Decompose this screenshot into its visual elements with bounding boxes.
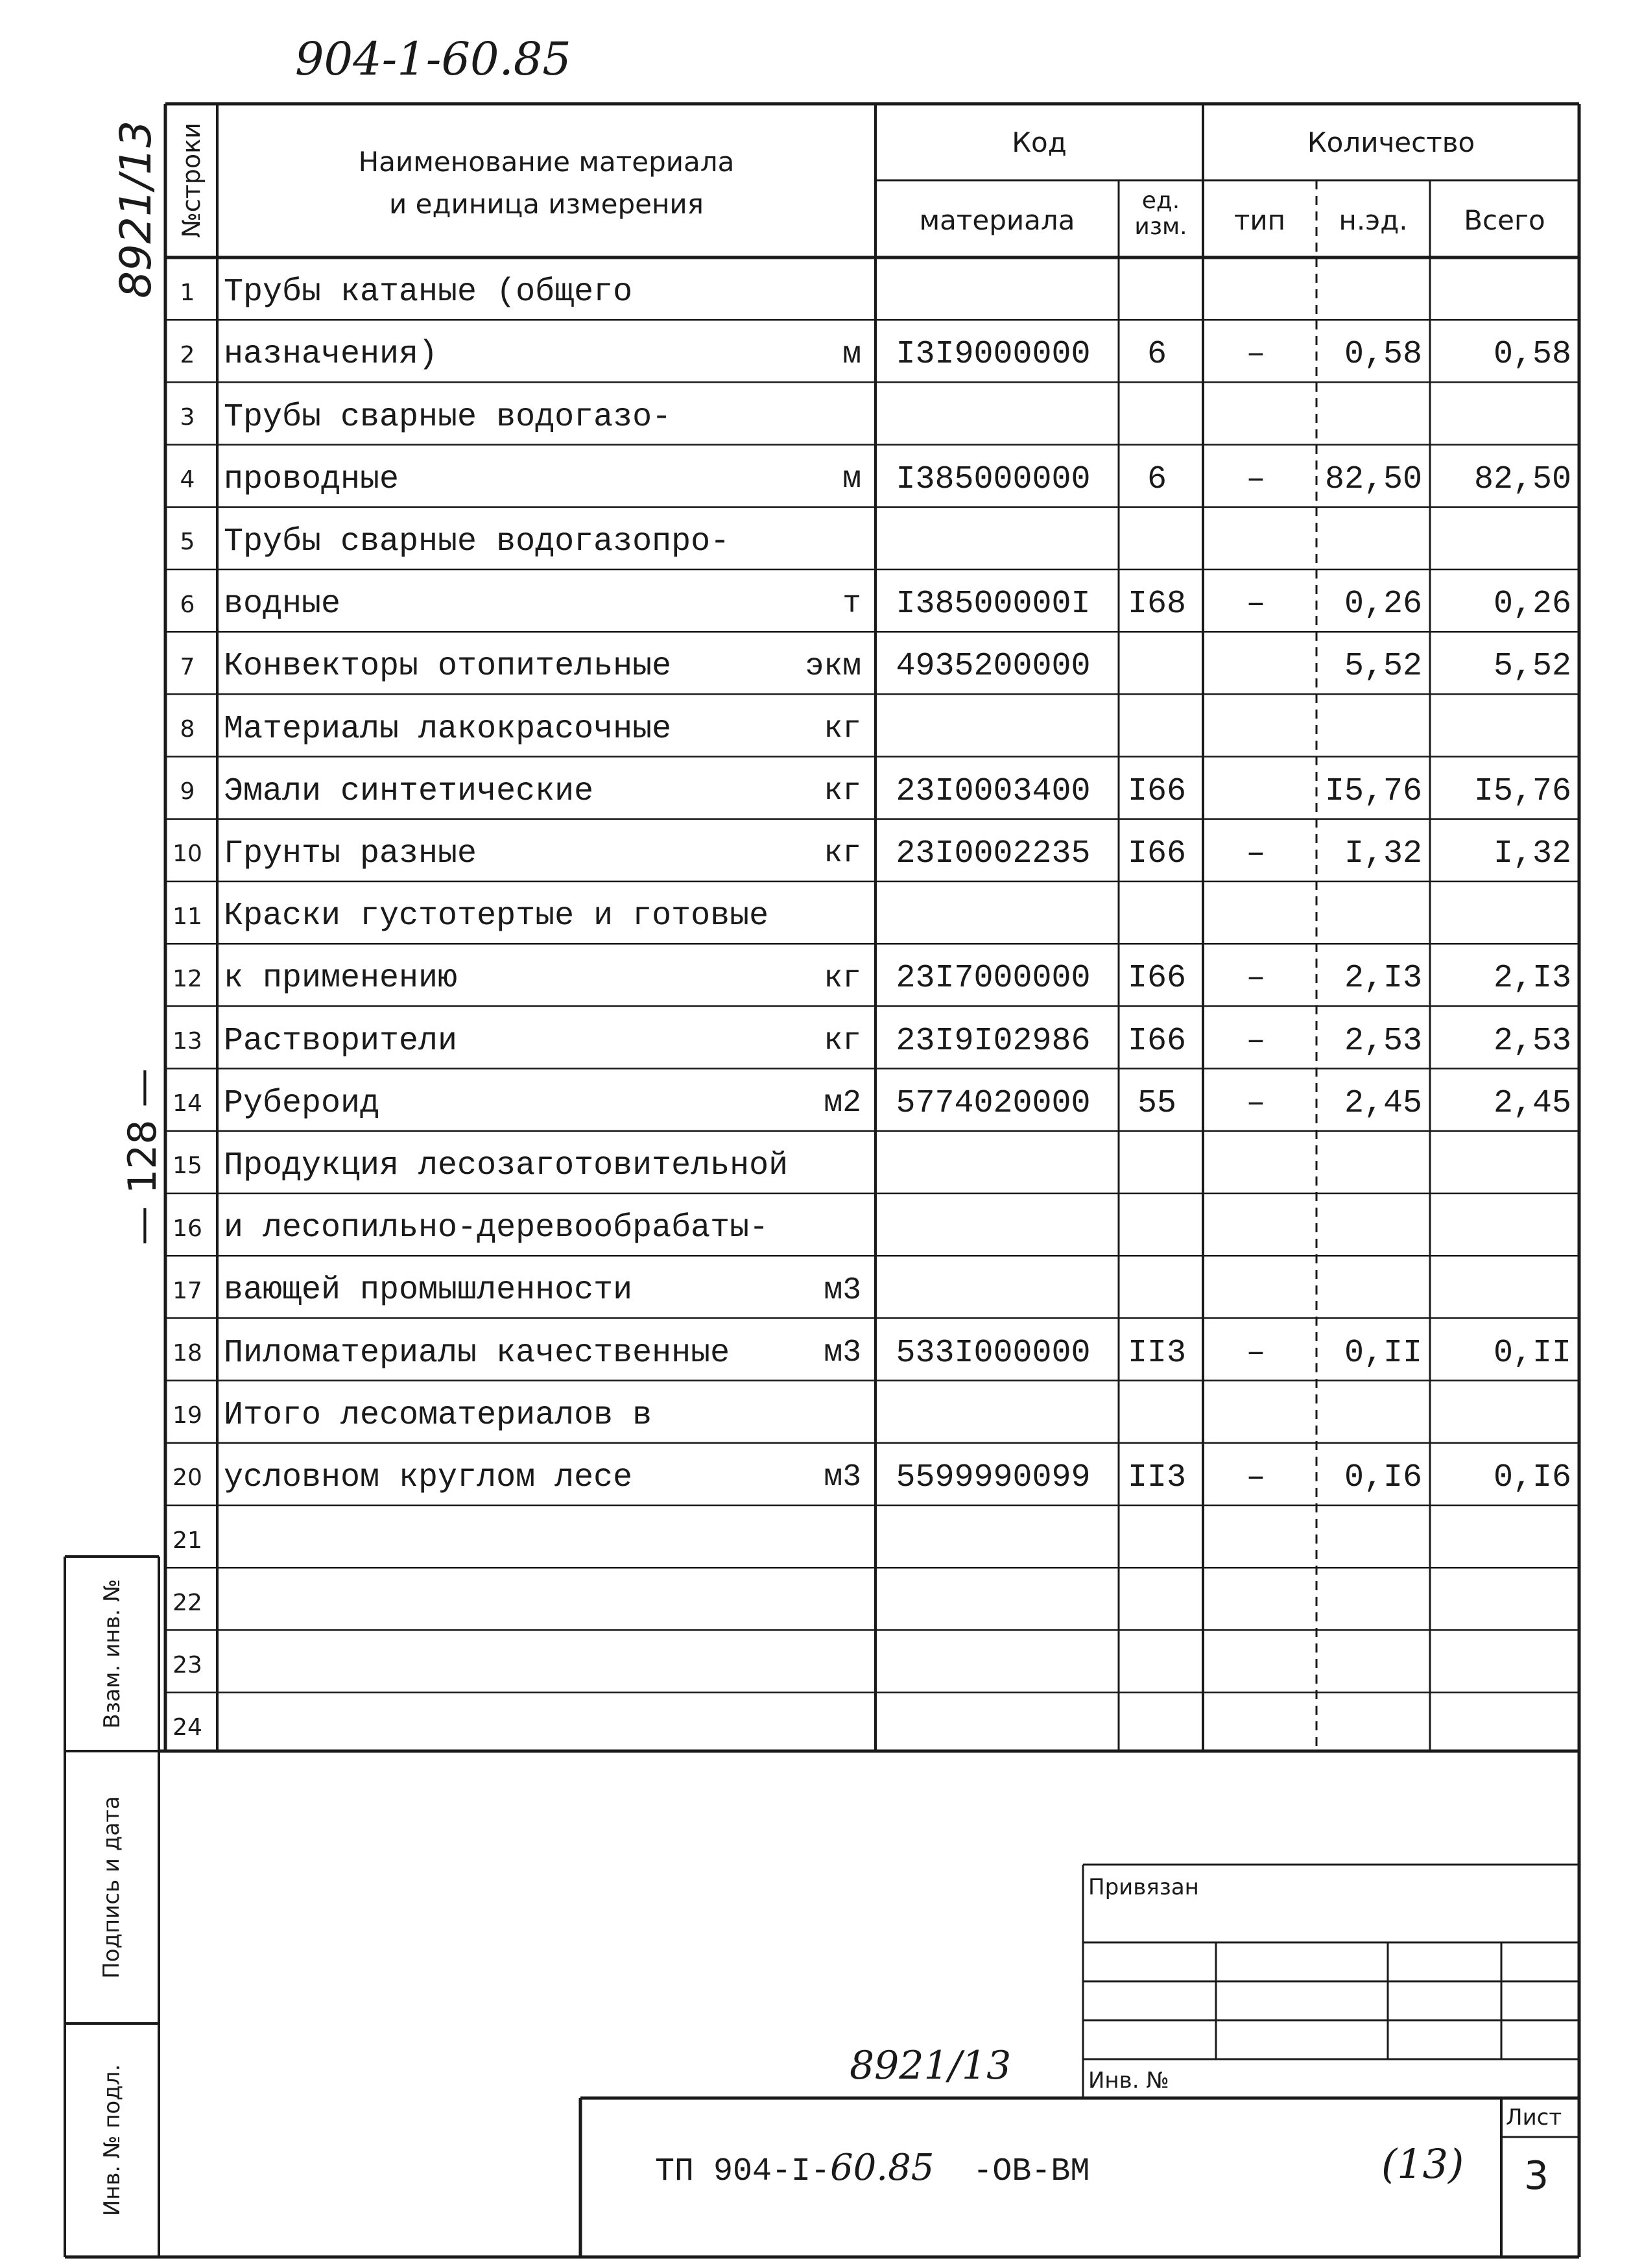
header-name-line1: Наименование материала	[358, 146, 735, 178]
cell-n: 24	[173, 1714, 202, 1741]
cell-total: I,32	[1493, 835, 1571, 872]
cell-total: 82,50	[1473, 460, 1571, 498]
cell-n: 15	[173, 1152, 202, 1180]
cell-ed: 6	[1147, 336, 1167, 374]
cell-ed: II3	[1127, 1459, 1186, 1496]
page-paren-number: (13)	[1381, 2140, 1464, 2188]
cell-n: 16	[173, 1215, 202, 1242]
cell-total: 0,58	[1493, 336, 1571, 374]
cell-n: 13	[173, 1027, 202, 1055]
cell-name: назначения)	[224, 336, 438, 374]
page-mark: — 128 —	[120, 1068, 165, 1245]
header-code: Код	[1012, 126, 1067, 158]
cell-typ: –	[1246, 336, 1266, 374]
cell-ed: I66	[1127, 1022, 1186, 1060]
cell-code: 4935200000	[896, 648, 1091, 686]
cell-total: 0,I6	[1493, 1459, 1571, 1496]
cell-name: Материалы лакокрасочные	[224, 710, 672, 748]
cell-n: 3	[180, 403, 195, 431]
cell-total: I5,76	[1473, 772, 1571, 810]
document-code-hand: 60.85	[830, 2147, 935, 2189]
cell-n: 14	[173, 1090, 202, 1117]
cell-ed: I66	[1127, 772, 1186, 810]
cell-typ: –	[1246, 1459, 1266, 1496]
cell-total: 0,II	[1493, 1334, 1571, 1372]
top-handwritten-code: 904-1-60.85	[295, 32, 571, 86]
cell-name: Трубы сварные водогазо-	[224, 398, 672, 436]
cell-unit: экм	[805, 649, 861, 684]
cell-typ: –	[1246, 835, 1266, 872]
cell-ned: 0,26	[1344, 586, 1422, 623]
header-code-unit: ед. изм.	[1134, 187, 1187, 240]
document-code	[655, 2147, 1089, 2190]
cell-n: 20	[173, 1464, 202, 1492]
cell-code: 5774020000	[896, 1084, 1091, 1122]
cell-n: 12	[173, 965, 202, 992]
cell-ned: 0,II	[1344, 1334, 1422, 1372]
cell-ned: 2,45	[1344, 1084, 1422, 1122]
cell-n: 8	[180, 715, 195, 743]
header-name-line2: и единица измерения	[389, 188, 704, 220]
cell-name: Пиломатериалы качественные	[224, 1334, 730, 1372]
cell-n: 22	[173, 1589, 202, 1616]
cell-unit: кг	[824, 961, 861, 996]
cell-n: 17	[173, 1277, 202, 1304]
cell-ned: I5,76	[1324, 772, 1422, 810]
header-q-total: Всего	[1464, 204, 1545, 236]
cell-total: 2,45	[1493, 1084, 1571, 1122]
cell-code: 23I0003400	[896, 772, 1091, 810]
header-q-type: тип	[1233, 204, 1286, 236]
cell-name: к применению	[224, 960, 458, 997]
cell-typ: –	[1246, 460, 1266, 498]
cell-unit: кг	[824, 836, 861, 872]
cell-typ: –	[1246, 1084, 1266, 1122]
cell-ed: 55	[1137, 1084, 1176, 1122]
cell-unit: м	[842, 461, 861, 497]
stamp-inv-podl: Инв. № подл.	[99, 2064, 125, 2217]
cell-name: вающей промышленности	[224, 1272, 633, 1309]
cell-code: 23I0002235	[896, 835, 1091, 872]
cell-code: 5599990099	[896, 1459, 1091, 1496]
cell-ned: 0,58	[1344, 336, 1422, 374]
cell-name: Продукция лесозаготовительной	[224, 1147, 789, 1184]
cell-ed: I66	[1127, 835, 1186, 872]
header-code-material: материала	[919, 204, 1075, 236]
cell-ned: 2,53	[1344, 1022, 1422, 1060]
cell-code: I385000000	[896, 460, 1091, 498]
cell-unit: м3	[824, 1335, 861, 1370]
cell-name: Эмали синтетические	[224, 772, 594, 810]
cell-name: Трубы сварные водогазопро-	[224, 523, 730, 560]
cell-ned: 82,50	[1324, 460, 1422, 498]
privyazan-label: Привязан	[1088, 1874, 1199, 1900]
cell-unit: м	[842, 337, 861, 372]
cell-n: 7	[180, 653, 195, 680]
cell-unit: м3	[824, 1272, 861, 1308]
cell-ned: I,32	[1344, 835, 1422, 872]
cell-typ: –	[1246, 586, 1266, 623]
stamp-podpis-data: Подпись и дата	[99, 1796, 125, 1979]
cell-n: 19	[173, 1402, 202, 1429]
cell-name: проводные	[224, 460, 399, 498]
cell-name: Трубы катаные (общего	[224, 274, 633, 311]
cell-name: Краски густотертые и готовые	[224, 898, 769, 935]
cell-unit: т	[842, 586, 861, 622]
cell-unit: кг	[824, 711, 861, 746]
cell-unit: м2	[824, 1085, 861, 1121]
cell-total: 0,26	[1493, 586, 1571, 623]
cell-typ: –	[1246, 960, 1266, 997]
cell-name: Растворители	[224, 1022, 458, 1060]
cell-n: 5	[180, 529, 195, 556]
header-quantity: Количество	[1307, 126, 1475, 158]
cell-total: 2,I3	[1493, 960, 1571, 997]
cell-name: Итого лесоматериалов в	[224, 1396, 652, 1434]
cell-code: I38500000I	[896, 586, 1091, 623]
cell-n: 1	[180, 279, 195, 306]
cell-unit: м3	[824, 1460, 861, 1496]
cell-ed: I68	[1127, 586, 1186, 623]
cell-n: 23	[173, 1651, 202, 1678]
document-code-suffix: -ОВ-ВМ	[973, 2153, 1090, 2190]
cell-n: 18	[173, 1339, 202, 1367]
cell-code: 23I9I02986	[896, 1022, 1091, 1060]
list-number: 3	[1524, 2153, 1549, 2199]
cell-ed: 6	[1147, 460, 1167, 498]
cell-code: 23I7000000	[896, 960, 1091, 997]
cell-unit: кг	[824, 1023, 861, 1058]
cell-ned: 5,52	[1344, 648, 1422, 686]
cell-total: 5,52	[1493, 648, 1571, 686]
cell-code: I3I9000000	[896, 336, 1091, 374]
cell-name: водные	[224, 586, 341, 623]
list-label: Лист	[1506, 2105, 1562, 2131]
cell-ed: II3	[1127, 1334, 1186, 1372]
cell-total: 2,53	[1493, 1022, 1571, 1060]
cell-name: и лесопильно-деревообрабаты-	[224, 1210, 769, 1247]
cell-name: условном круглом лесе	[224, 1459, 633, 1496]
cell-n: 6	[180, 591, 195, 618]
cell-typ: –	[1246, 1334, 1266, 1372]
bottom-handwritten-code: 8921/13	[850, 2043, 1012, 2088]
cell-unit: кг	[824, 773, 861, 809]
cell-ned: 2,I3	[1344, 960, 1422, 997]
header-q-unit: н.эд.	[1339, 204, 1408, 236]
cell-n: 9	[180, 778, 195, 806]
cell-name: Рубероид	[224, 1084, 380, 1122]
header-row-number: №строки	[177, 123, 206, 238]
cell-n: 21	[173, 1527, 202, 1554]
inv-no-label: Инв. №	[1088, 2068, 1169, 2094]
cell-typ: –	[1246, 1022, 1266, 1060]
cell-n: 2	[180, 341, 195, 368]
cell-name: Грунты разные	[224, 835, 477, 872]
side-handwritten-code: 8921/13	[111, 120, 161, 298]
cell-n: 4	[180, 466, 195, 494]
stamp-vzam-inv: Взам. инв. №	[99, 1579, 125, 1729]
cell-name: Конвекторы отопительные	[224, 648, 672, 686]
cell-n: 11	[173, 903, 202, 930]
cell-n: 10	[173, 841, 202, 868]
document-code-prefix: ТП 904-I-	[655, 2153, 831, 2190]
cell-ed: I66	[1127, 960, 1186, 997]
cell-code: 533I000000	[896, 1334, 1091, 1372]
cell-ned: 0,I6	[1344, 1459, 1422, 1496]
